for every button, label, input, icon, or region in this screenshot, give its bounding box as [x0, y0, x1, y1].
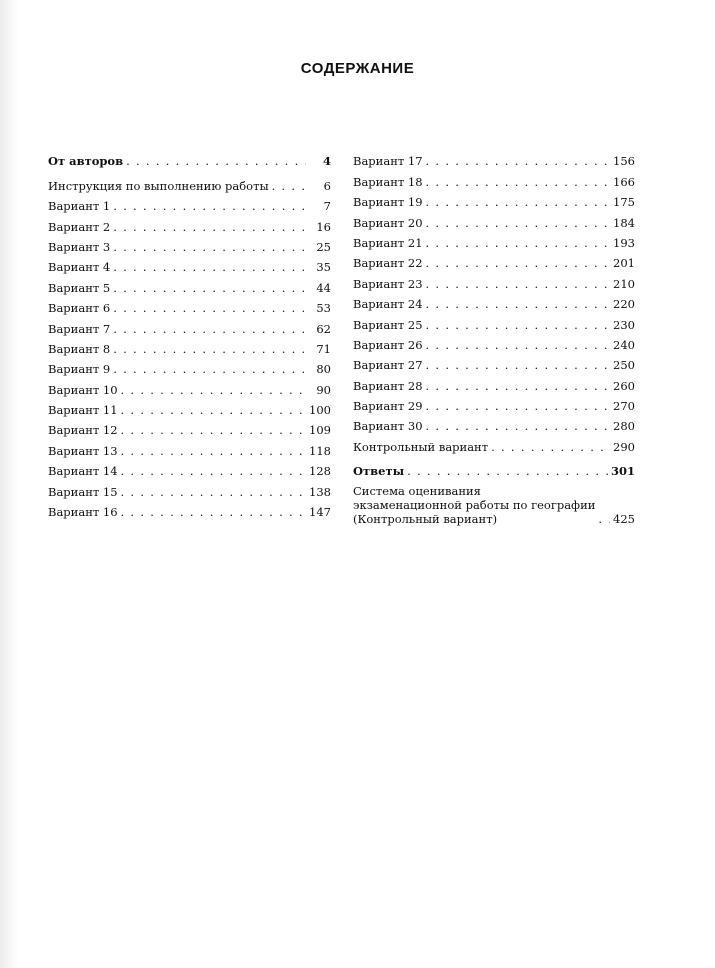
toc-entry[interactable]	[353, 230, 635, 250]
toc-entry-label-line: Система оценивания	[353, 484, 481, 499]
toc-entry-label: Контрольный вариант	[353, 439, 489, 454]
toc-left-column	[48, 148, 331, 519]
dot-leader	[407, 464, 608, 478]
toc-entry-label: Вариант 9	[48, 362, 111, 377]
toc-entry[interactable]	[353, 148, 635, 168]
toc-entry-page: 80	[316, 362, 331, 377]
dot-leader	[426, 379, 610, 393]
toc-entry[interactable]	[353, 393, 635, 413]
toc-entry-label: Вариант 8	[48, 341, 111, 356]
toc-entry[interactable]	[48, 213, 331, 233]
toc-entry[interactable]	[353, 484, 635, 526]
toc-entry[interactable]	[353, 311, 635, 331]
toc-entry[interactable]	[48, 254, 331, 274]
toc-entry[interactable]	[48, 356, 331, 376]
toc-entry-label: Вариант 23	[353, 276, 423, 291]
toc-entry-label: Вариант 10	[48, 382, 118, 397]
toc-entry-page: 138	[309, 484, 331, 499]
dot-leader	[113, 281, 306, 295]
toc-entry[interactable]	[48, 458, 331, 478]
toc-entry-page: 270	[613, 399, 635, 414]
toc-entry-label: Вариант 25	[353, 317, 423, 332]
toc-entry-label-line: (Контрольный вариант)	[353, 512, 498, 527]
toc-entry[interactable]	[48, 295, 331, 315]
toc-entry-page: 184	[613, 215, 635, 230]
toc-entry-page: 71	[316, 341, 331, 356]
dot-leader	[121, 464, 306, 478]
toc-entry[interactable]	[48, 234, 331, 254]
dot-leader	[121, 505, 306, 519]
toc-entry[interactable]	[48, 417, 331, 437]
dot-leader	[113, 342, 306, 356]
toc-entry-page: 44	[316, 280, 331, 295]
dot-leader	[113, 240, 306, 254]
dot-leader	[426, 318, 610, 332]
toc-entry-page: 4	[322, 154, 331, 169]
dot-leader	[491, 440, 610, 454]
toc-entry-label: Вариант 12	[48, 423, 118, 438]
toc-entry[interactable]	[353, 168, 635, 188]
toc-right-column	[353, 148, 635, 526]
toc-entry-label: Вариант 15	[48, 484, 118, 499]
toc-entry-label: Вариант 5	[48, 280, 111, 295]
toc-entry-label: Вариант 2	[48, 219, 111, 234]
dot-leader	[426, 399, 610, 413]
dot-leader	[426, 175, 610, 189]
toc-entry-page: 425	[613, 512, 635, 527]
dot-leader	[426, 236, 610, 250]
toc-entry[interactable]	[48, 397, 331, 417]
toc-entry-label: Вариант 21	[353, 235, 423, 250]
dot-leader	[121, 403, 306, 417]
dot-leader	[426, 338, 610, 352]
toc-entry-label: От авторов	[48, 154, 124, 169]
toc-entry-label: Вариант 7	[48, 321, 111, 336]
toc-entry-page: 301	[610, 464, 635, 479]
toc-entry[interactable]	[48, 172, 331, 192]
toc-entry-label	[353, 484, 598, 526]
page-title: СОДЕРЖАНИЕ	[300, 60, 415, 77]
toc-entry-page: 7	[323, 199, 331, 214]
dot-leader	[113, 199, 306, 213]
toc-entry-label: Вариант 30	[353, 419, 423, 434]
toc-entry-page: 240	[613, 337, 635, 352]
dot-leader	[426, 216, 610, 230]
toc-entry-label: Вариант 14	[48, 464, 118, 479]
toc-entry-page: 118	[309, 443, 331, 458]
toc-entry-page: 156	[613, 154, 635, 169]
toc-entry-page: 128	[309, 464, 331, 479]
toc-entry-label: Вариант 18	[353, 174, 423, 189]
dot-leader	[113, 362, 306, 376]
toc-entry-page: 6	[323, 178, 331, 193]
toc-entry-page: 175	[613, 195, 635, 210]
dot-leader	[426, 358, 610, 372]
toc-entry-page: 220	[613, 297, 635, 312]
toc-entry-page: 290	[613, 439, 635, 454]
dot-leader	[272, 179, 306, 193]
toc-entry-page: 230	[613, 317, 635, 332]
dot-leader	[126, 154, 306, 168]
toc-entry-label: Вариант 29	[353, 399, 423, 414]
toc-entry[interactable]	[353, 332, 635, 352]
toc-entry-page: 210	[613, 276, 635, 291]
dot-leader	[113, 301, 306, 315]
toc-entry[interactable]	[353, 372, 635, 392]
toc-entry[interactable]	[48, 274, 331, 294]
toc-entry-label: Вариант 16	[48, 505, 118, 520]
toc-entry[interactable]	[48, 315, 331, 335]
toc-entry-page: 53	[316, 301, 331, 316]
toc-entry[interactable]	[353, 458, 635, 478]
toc-entry-page: 25	[316, 239, 331, 254]
dot-leader	[121, 444, 306, 458]
toc-entry-label: Вариант 20	[353, 215, 423, 230]
toc-entry-label: Вариант 4	[48, 260, 111, 275]
toc-entry-label: Вариант 27	[353, 358, 423, 373]
toc-entry-label: Вариант 28	[353, 378, 423, 393]
toc-entry-label: Вариант 19	[353, 195, 423, 210]
dot-leader	[113, 260, 306, 274]
dot-leader	[426, 419, 610, 433]
dot-leader	[121, 485, 306, 499]
toc-entry[interactable]	[48, 148, 331, 168]
toc-entry-label-line: экзаменационной работы по географии	[353, 498, 596, 513]
dot-leader	[598, 512, 610, 526]
toc-entry-page: 280	[613, 419, 635, 434]
toc-entry-label: Инструкция по выполнению работы	[48, 178, 269, 193]
toc-entry[interactable]	[353, 209, 635, 229]
dot-leader	[426, 256, 610, 270]
toc-entry-page: 16	[316, 219, 331, 234]
toc-entry-label: Вариант 11	[48, 403, 118, 418]
dot-leader	[426, 154, 610, 168]
toc-entry-label: Вариант 1	[48, 199, 111, 214]
dot-leader	[113, 322, 306, 336]
toc-entry-label: Вариант 26	[353, 337, 423, 352]
toc-entry-label: Вариант 13	[48, 443, 118, 458]
dot-leader	[121, 383, 306, 397]
toc-entry[interactable]	[48, 499, 331, 519]
dot-leader	[113, 220, 306, 234]
dot-leader	[426, 277, 610, 291]
toc-entry-page: 250	[613, 358, 635, 373]
toc-entry-page: 193	[613, 235, 635, 250]
toc-entry-page: 201	[613, 256, 635, 271]
toc-entry[interactable]	[353, 270, 635, 290]
toc-entry-label: Вариант 17	[353, 154, 423, 169]
toc-entry[interactable]	[353, 189, 635, 209]
toc-entry[interactable]	[48, 376, 331, 396]
toc-entry[interactable]	[48, 478, 331, 498]
toc-entry[interactable]	[353, 433, 635, 453]
toc-entry-page: 109	[309, 423, 331, 438]
toc-entry-label: Вариант 22	[353, 256, 423, 271]
toc-entry-page: 166	[613, 174, 635, 189]
toc-entry-page: 35	[316, 260, 331, 275]
toc-entry[interactable]	[353, 291, 635, 311]
page-edge-shadow	[0, 0, 18, 968]
toc-entry[interactable]	[353, 413, 635, 433]
toc-entry-page: 260	[613, 378, 635, 393]
toc-entry[interactable]	[353, 352, 635, 372]
toc-entry[interactable]	[48, 437, 331, 457]
toc-entry-label: Вариант 6	[48, 301, 111, 316]
toc-entry[interactable]	[48, 336, 331, 356]
dot-leader	[121, 423, 306, 437]
toc-entry-page: 62	[316, 321, 331, 336]
toc-entry-page: 147	[309, 505, 331, 520]
toc-entry-label: Вариант 24	[353, 297, 423, 312]
toc-entry[interactable]	[353, 250, 635, 270]
toc-entry-label: Ответы	[353, 464, 405, 479]
toc-entry[interactable]	[48, 193, 331, 213]
toc-entry-label: Вариант 3	[48, 239, 111, 254]
toc-entry-page: 100	[309, 403, 331, 418]
toc-entry-page: 90	[316, 382, 331, 397]
dot-leader	[426, 195, 610, 209]
dot-leader	[426, 297, 610, 311]
